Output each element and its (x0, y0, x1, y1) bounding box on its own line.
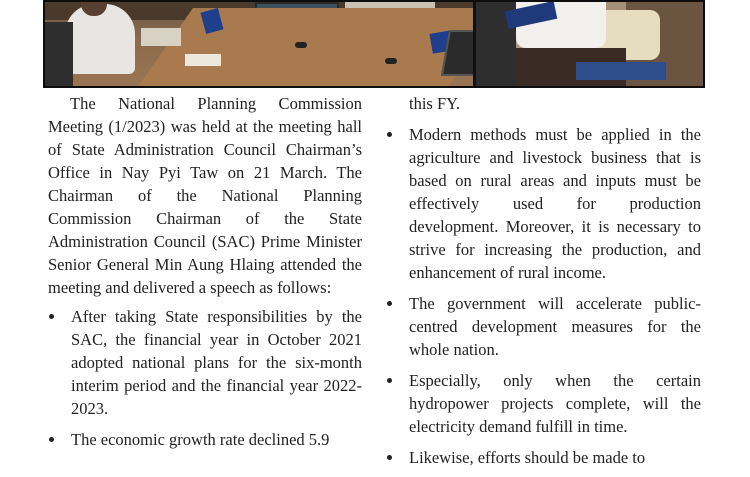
bullet-icon (49, 314, 54, 319)
right-column (386, 92, 701, 477)
continued-text: this FY. (409, 94, 461, 113)
list-item: Especially, only when the certain hydropower projects complete, will the electricity demand fulfill in time. (386, 369, 701, 438)
bullet-icon (387, 455, 392, 460)
reading-photo (476, 2, 703, 86)
list-item: Modern methods must be applied in the agriculture and livestock business that is based on rural areas and inputs must be effectively used for production development. Moreover, it is necessary to strive for increasing the production, and enhancement of rural income. (386, 123, 701, 284)
list-item: Likewise, efforts should be made to (386, 446, 701, 469)
photo-strip (43, 0, 705, 88)
list-item: The economic growth rate declined 5.9 (48, 428, 362, 451)
list-item: After taking State responsibilities by the SAC, the financial year in October 2021 adopted national plans for the six-month interim period and the financial year 2022-2023. (48, 305, 362, 420)
bullet-icon (387, 301, 392, 306)
bullet-icon (387, 378, 392, 383)
left-bullet-list (48, 305, 362, 451)
bullet-icon (49, 437, 54, 442)
list-item: The government will accelerate public-centred development measures for the whole nation. (386, 292, 701, 361)
bullet-icon (387, 132, 392, 137)
right-bullet-list (386, 123, 701, 469)
left-column (48, 92, 362, 459)
meeting-photo (45, 2, 473, 86)
intro-paragraph: The National Planning Commission Meeting (1/2023) was held at the meeting hall of State Administration Council Chairman’s Office in Nay Pyi Taw on 21 March. The Chairman of the National Planning Commission Chairman of the State Administration Council (SAC) Prime Minister Senior General Min Aung Hlaing attended the meeting and delivered a speech as follows: (48, 94, 362, 297)
